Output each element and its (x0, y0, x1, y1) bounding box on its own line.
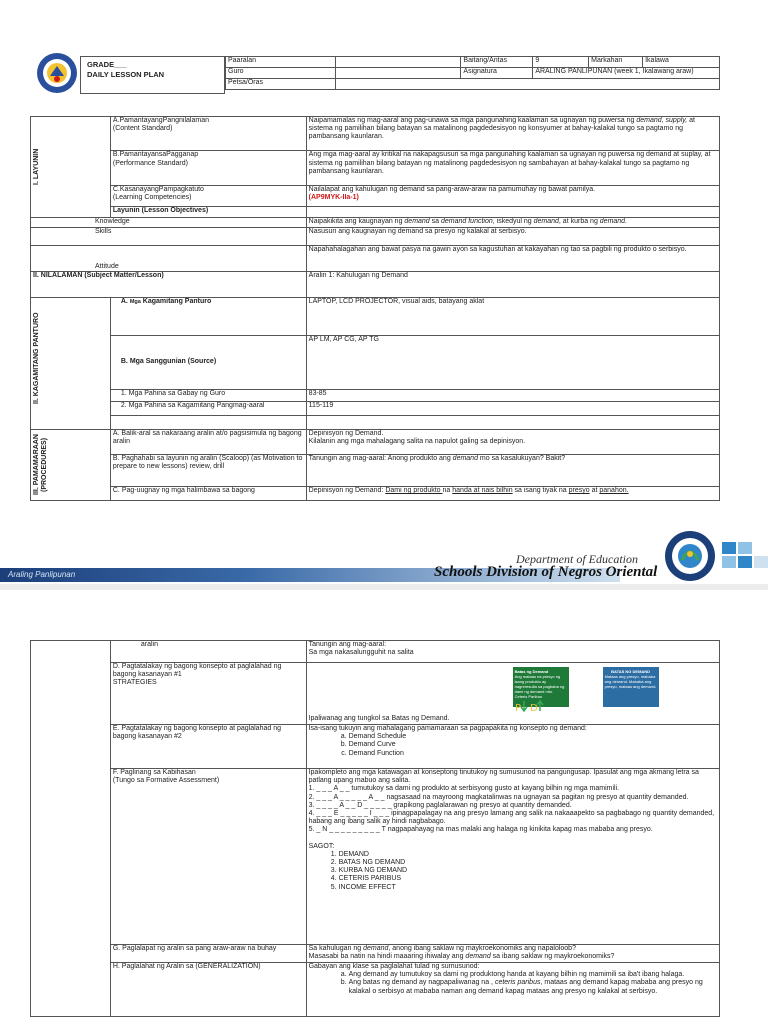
slide-body: Ang mataas na presyo ng isang produkto ay nagreresulta sa pagbaba ng dami ng demand nito. Ceteris Paribus (514, 674, 565, 699)
question-2: 2. _ _ _ A _ _ _ _ _ A _ _ nagsasaad na mayroong magkatalinwas na ugnayan sa pagitan ng presyo at quantity demanded. (308, 793, 689, 801)
list-item: b. Ang batas ng demand ay nagpapaliwanag na , ceteris paribus, mataas ang demand kapag mababa ang presyo ng kalakal o serbisyo at mababa naman ang demand kapag mataas ang presyo ng kalakal at serbisyo. (349, 979, 717, 995)
question-3: 3. _ _ _ _ A _ _ D _ _ _ _ _ grapikong paglalarawan ng presyo at quantity demanded. (308, 801, 572, 809)
procedure-b-label: B. Paghahabi sa layunin ng aralin (Scaloop) (as Motivation to prepare to new lessons) review, drill (110, 455, 306, 487)
list-item: 3. KURBA NG DEMAND (339, 867, 717, 875)
header-cell: Paaralan (226, 57, 336, 68)
decor-square (738, 556, 752, 568)
header-cell (335, 79, 719, 90)
procedure-g-label: G. Paglalapat ng aralin sa pang araw-araw na buhay (110, 945, 306, 963)
procedure-e-label: E. Pagtatalakay ng bagong konsepto at paglalahad ng bagong kasanayan #2 (110, 725, 306, 769)
header-cell (335, 57, 461, 68)
procedure-d-cell (306, 663, 719, 725)
procedure-c-label: C. Pag-uugnay ng mga halimbawa sa bagong (110, 487, 306, 501)
competency-text: Nailalapat ang kahulugan ng demand sa pang-araw-araw na pamumuhay ng bawat pamilya. (AP9MYK-IIa-1) (306, 185, 719, 206)
performance-standard-text: Ang mga mag-aaral ay kritikal na nakapagsusuri sa mga pangunahing kaalaman sa ugnayan ng puwersa ng demand at suplay, at sistema ng pamilihan bilang batayan ng matalinong pagdedesisyon ng sambahayan at bahay-kalakal tungo sa pagtamo ng pambansang kaunlaran. (306, 151, 719, 185)
procedure-f-intro: Ipakompleto ang mga katawagan at konseptong tinutukoy ng sumusunod na pangungusap. Ipasulat ang mga akmang letra sa patlang upang mabuo ang salita. (308, 769, 699, 785)
footer-division: Schools Division of Negros Oriental (434, 564, 658, 580)
aralin-label: aralin (110, 641, 306, 663)
list-item: c. Demand Function (349, 750, 717, 758)
plan-label: DAILY LESSON PLAN (87, 70, 165, 79)
list-item: b. Demand Curve (349, 741, 717, 749)
price-arrows-icon (515, 699, 545, 713)
section-layunin: I. LAYUNIN (31, 117, 111, 218)
list-item: a. Ang demand ay tumutukoy sa dami ng produktong handa at kayang bilhin ng mamimili sa iba't ibang halaga. (349, 971, 717, 979)
procedure-b-text: Tanungin ang mag-aaral: Anong produkto ang demand mo sa kasalukuyan? Bakit? (306, 455, 719, 487)
skills-label: Skills (31, 228, 307, 246)
section-kagamitang: II. KAGAMITANG PANTURO (31, 298, 111, 430)
header-cell (335, 68, 461, 79)
svg-text:P: P (514, 703, 521, 713)
kagamitang-label: A. Mga Kagamitang Panturo (110, 298, 306, 336)
sanggunian-label: B. Mga Sanggunian (Source) (110, 336, 306, 390)
grade-plan-box (80, 56, 225, 94)
question-1: 1. _ _ _ A _ _ tumutukoy sa dami ng produkto at serbisyong gusto at kayang bilhin ng mga mamimili. (308, 785, 620, 793)
section-pamamaraan: III. PAMAMARAAN (PROCEDURES) (31, 430, 111, 501)
lesson-plan-header (30, 42, 720, 94)
header-cell: 9 (533, 57, 589, 68)
procedure-d-label: D. Pagtatalakay ng bagong konsepto at paglalahad ng bagong kasanayan #1 STRATEGIES (110, 663, 306, 725)
kagamitang-text: LAPTOP, LCD PROJECTOR, visual aids, batayang aklat (306, 298, 719, 336)
slide-batas-demand-1 (513, 667, 569, 713)
grade-label: GRADE___ (87, 60, 127, 69)
nilalaman-label: II. NILALAMAN (Subject Matter/Lesson) (31, 272, 307, 298)
header-cell: Markahan (589, 57, 643, 68)
objectives-label: Layunin (Lesson Objectives) (110, 207, 306, 218)
header-cell: Petsa/Oras (226, 79, 336, 90)
question-5: 5. _ N _ _ _ _ _ _ _ _ _ T nagpapahayag na mas malaki ang halaga ng kinikita kapag mas mababa ang presyo. (308, 826, 653, 834)
answer-list (309, 851, 717, 892)
procedure-a-label: A. Balik-aral sa nakaraang aralin at/o pagsisimula ng bagong aralin (110, 430, 306, 455)
attitude-label: Attitude (31, 246, 307, 272)
empty-cell (306, 416, 719, 430)
decor-square (738, 542, 752, 554)
header-cell: Baitang/Antas (461, 57, 533, 68)
procedure-g-text: Sa kahulugan ng demand, anong ibang saklaw ng maykroekonomiks ang napaloloob? Masasabi ba natin na hindi maaaring ihiwalay ang demand sa ibang saklaw ng maykroekonomiks? (306, 945, 719, 963)
lesson-plan-page-2 (0, 590, 768, 1024)
gabay-label: 1. Mga Pahina sa Gabay ng Guro (110, 390, 306, 402)
generalization-list (309, 971, 717, 996)
objectives-text (306, 207, 719, 218)
kagamitan-label: 2. Mga Pahina sa Kagamitang Pangmag-aaral (110, 402, 306, 416)
question-4: 4. _ _ _ E _ _ _ _ _ I _ _ _ ipinagpapalagay na ang presyo lamang ang salik na nakaaapekto sa pagbabago ng quantity demanded, habang ang ibang salik ay hindi nagbabago. (308, 810, 715, 826)
list-item: 4. CETERIS PARIBUS (339, 875, 717, 883)
header-cell: Ikalawa (643, 57, 720, 68)
pamamaraan-continued (31, 641, 111, 1017)
list-item: 5. INCOME EFFECT (339, 884, 717, 892)
procedure-d-text: Ipaliwanag ang tungkol sa Batas ng Demand. (308, 714, 450, 722)
slide-title: Batas ng Demand (514, 669, 549, 674)
procedure-h-label: H. Paglalahat ng Aralin sa (GENERALIZATION) (110, 963, 306, 1017)
demand-methods-list (309, 733, 717, 758)
decor-square (754, 556, 768, 568)
procedure-f-label: F. Paglinang sa Kabihasan (Tungo sa Formative Assessment) (110, 769, 306, 945)
header-cell: ARALING PANLIPUNAN (week 1, Ikalawang araw) (533, 68, 720, 79)
performance-standard-label: B.PamantayansaPagganap (Performance Standard) (110, 151, 306, 185)
content-standard-text: Naipamamalas ng mag-aaral ang pag-unawa sa mga pangunahing kaalaman sa ugnayan ng puwersa ng demand, supply, at sistema ng pamilihan bilang batayan sa matalinong pagdedesisyon ng konsyumer at bahay-kalakal tungo sa pagtamo ng pambansang kaunlaran. (306, 117, 719, 151)
aralin-text: Tanungin ang mag-aaral: Sa mga nakasalungguhit na salita (306, 641, 719, 663)
decor-square (722, 556, 736, 568)
header-cell: Asignatura (461, 68, 533, 79)
slide-batas-demand-2 (603, 667, 659, 707)
knowledge-label: Knowledge (31, 218, 307, 228)
procedure-e-text: Isa-isang tukuyin ang mahalagang pamamaraan sa pagpapakita ng konsepto ng demand: a. Demand Schedule b. Demand Curve c. Demand Function (306, 725, 719, 769)
competency-label: C.KasanayangPampagkatuto (Learning Competencies) (110, 185, 306, 206)
procedure-a-text: Depinisyon ng Demand. Kilalanin ang mga mahalagang salita na napulot galing sa depinisyon. (306, 430, 719, 455)
attitude-text: Napahahalagahan ang bawat pasya na gawin ayon sa kagustuhan at kakayahan ng tao sa pagbili ng produkto o serbisyo. (306, 246, 719, 272)
header-table (225, 56, 720, 90)
list-item: a. Demand Schedule (349, 733, 717, 741)
knowledge-text: Naipakikita ang kaugnayan ng demand sa demand function, iskedyul ng demand, at kurba ng demand. (306, 218, 719, 228)
footer-department: Department of Education (516, 552, 638, 566)
lesson-table-page-1 (30, 116, 720, 501)
sanggunian-text: AP LM, AP CG, AP TG (306, 336, 719, 390)
list-item: 2. BATAS NG DEMAND (339, 859, 717, 867)
competency-code: (AP9MYK-IIa-1) (308, 193, 359, 201)
procedure-f-text (306, 769, 719, 945)
gabay-pages: 83-85 (306, 390, 719, 402)
list-item: 1. DEMAND (339, 851, 717, 859)
slide-title: BATAS NG DEMAND (611, 669, 651, 674)
division-seal-icon (664, 530, 716, 582)
deped-seal-icon (36, 52, 78, 94)
empty-cell (110, 416, 306, 430)
kagamitan-pages: 115-119 (306, 402, 719, 416)
nilalaman-text: Aralin 1: Kahulugan ng Demand (306, 272, 719, 298)
procedure-h-text: Gabayan ang klase sa paglalahat tulad ng sumusunod: a. Ang demand ay tumutukoy sa dami ng produktong handa at kayang bilhin ng mamimili sa iba't ibang halaga. b. Ang batas ng demand ay nagpapaliwanag na , ceteris paribus, mataas ang demand kapag mababa ang presyo ng kalakal o serbisyo at mababa naman ang demand kapag mataas ang presyo ng kalakal at serbisyo. (306, 963, 719, 1017)
decor-square (722, 542, 736, 554)
footer-subject: Araling Panlipunan (8, 570, 76, 579)
page-footer (0, 528, 768, 584)
slide-body: Mataas ang presyo, mababa ang demand. Mababa ang presyo, mataas ang demand. (604, 674, 657, 689)
procedure-c-text: Depinisyon ng Demand: Dami ng produkto na handa at nais bilhin sa isang tiyak na presyo at panahon. (306, 487, 719, 501)
lesson-table-page-2 (30, 640, 720, 1017)
header-cell: Guro (226, 68, 336, 79)
content-standard-label: A.PamantayangPangnilalaman (Content Standard) (110, 117, 306, 151)
svg-text:D: D (529, 703, 538, 713)
sagot-label: SAGOT: (308, 842, 335, 850)
skills-text: Nasusuri ang kaugnayan ng demand sa presyo ng kalakal at serbisyo. (306, 228, 719, 246)
